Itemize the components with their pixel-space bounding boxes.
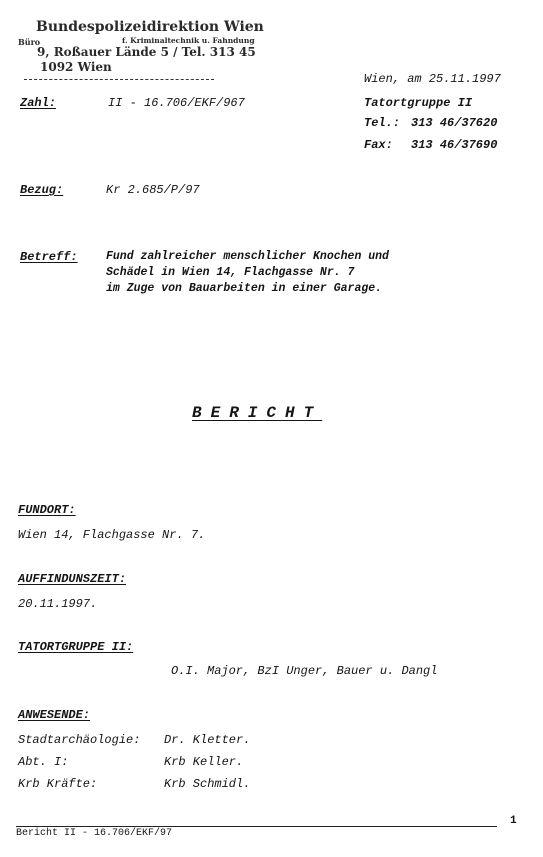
present-name: Dr. Kletter. [164, 733, 251, 747]
discovery-time-heading: AUFFINDUNSZEIT: [18, 572, 127, 586]
fundort-value: Wien 14, Flachgasse Nr. 7. [18, 528, 206, 542]
bezug-value: Kr 2.685/P/97 [106, 183, 200, 197]
discovery-time-value: 20.11.1997. [18, 597, 98, 611]
page-number: 1 [510, 815, 517, 827]
tel-number: 313 46/37620 [411, 116, 498, 130]
crime-scene-group-members: O.I. Major, BzI Unger, Bauer u. Dangl [171, 664, 438, 678]
betreff-line: Fund zahlreicher menschlicher Knochen und [106, 250, 389, 263]
zahl-value: II - 16.706/EKF/967 [108, 96, 245, 110]
stamp-department: f. Kriminaltechnik u. Fahndung [122, 36, 255, 45]
fax-label: Fax: [364, 138, 393, 152]
betreff-label: Betreff: [20, 250, 78, 264]
zahl-label: Zahl: [20, 96, 57, 110]
present-name: Krb Schmidl. [164, 777, 251, 791]
bezug-label: Bezug: [20, 183, 64, 197]
tel-label: Tel.: [364, 116, 401, 130]
stamp-authority: Bundespolizeidirektion Wien [36, 19, 264, 35]
crime-scene-group-heading: TATORTGRUPPE II: [18, 640, 134, 654]
present-heading: ANWESENDE: [18, 708, 91, 722]
present-role: Stadtarchäologie: [18, 733, 141, 747]
document-title: BERICHT [192, 404, 323, 422]
present-role: Krb Kräfte: [18, 777, 98, 791]
unit-name: Tatortgruppe II [364, 96, 473, 110]
document-date: Wien, am 25.11.1997 [364, 72, 501, 86]
fax-number: 313 46/37690 [411, 138, 498, 152]
betreff-line: Schädel in Wien 14, Flachgasse Nr. 7 [106, 266, 355, 279]
fundort-heading: FUNDORT: [18, 503, 76, 517]
stamp-address: 9, Roßauer Lände 5 / Tel. 313 45 [37, 45, 256, 59]
present-role: Abt. I: [18, 755, 69, 769]
present-name: Krb Keller. [164, 755, 244, 769]
stamp-office-label: Büro [18, 37, 41, 47]
letterhead-divider [24, 79, 214, 80]
betreff-line: im Zuge von Bauarbeiten in einer Garage. [106, 282, 383, 295]
footer-divider [16, 826, 497, 827]
stamp-city: 1092 Wien [40, 60, 112, 74]
footer-reference: Bericht II - 16.706/EKF/97 [16, 828, 173, 839]
